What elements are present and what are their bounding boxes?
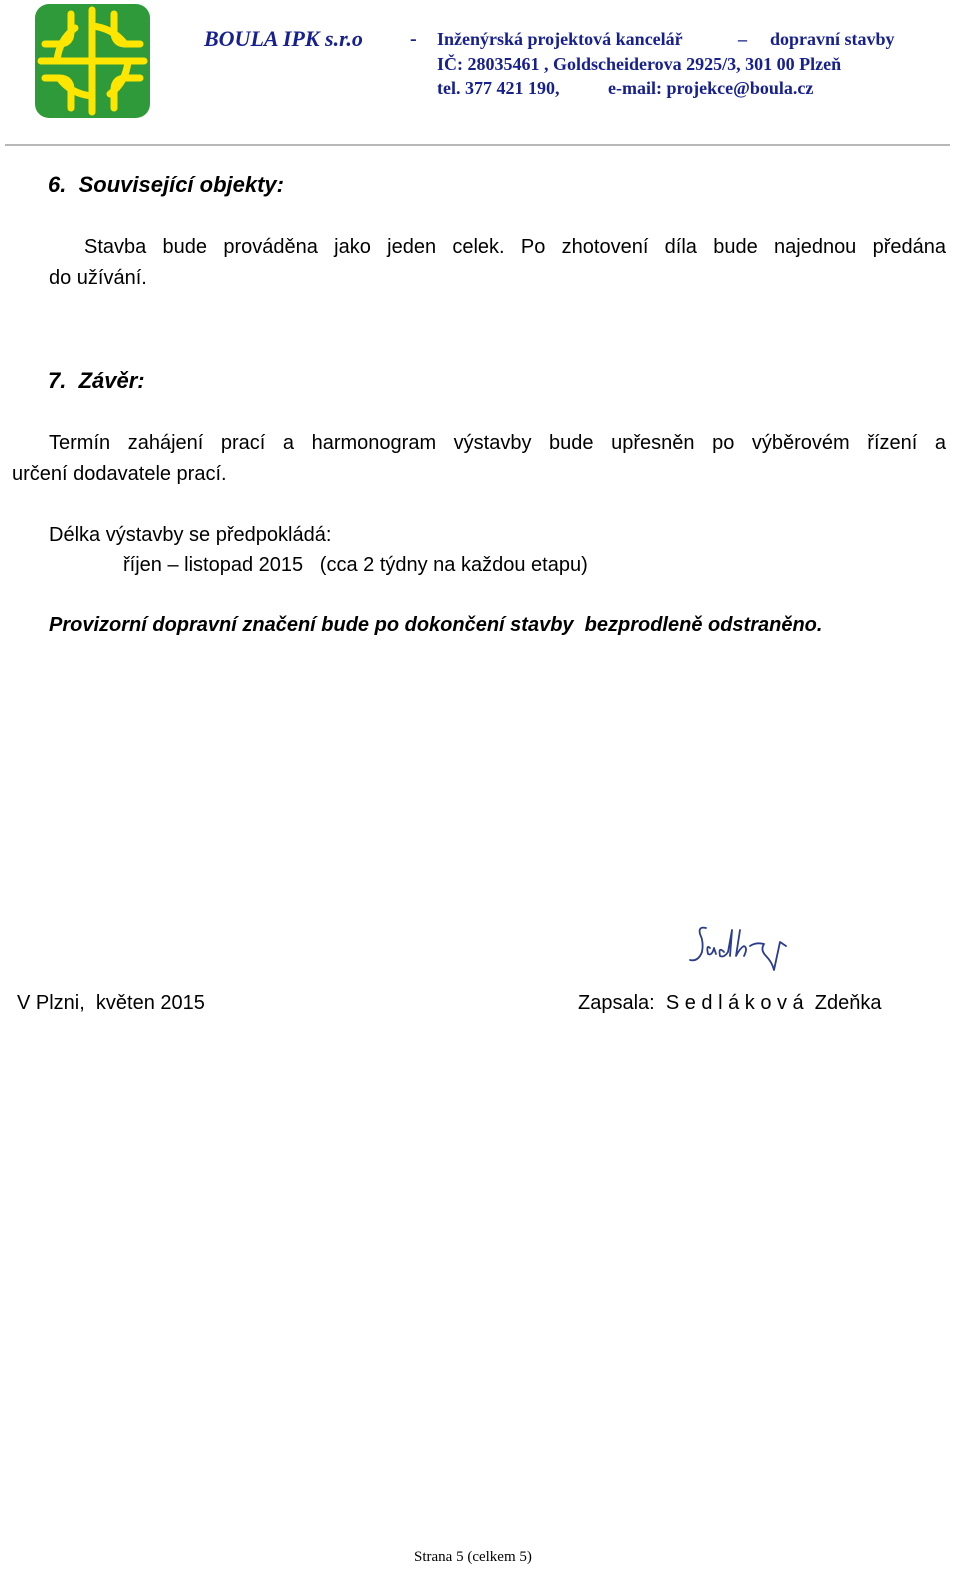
- section-6-title: Související objekty:: [78, 172, 284, 197]
- header-divider: [5, 144, 950, 146]
- header-company-name: BOULA IPK s.r.o: [204, 26, 363, 51]
- duration-label: Délka výstavby se předpokládá:: [49, 524, 332, 546]
- section-7-text-2: určení dodavatele prací.: [12, 463, 227, 485]
- header-registration: IČ: 28035461 , Goldscheiderova 2925/3, 301 00 Plzeň: [437, 54, 842, 74]
- section-7-title: Závěr:: [78, 368, 145, 393]
- section-7-text-1: Termín zahájení prací a harmonogram výstavby bude upřesněn po výběrovém řízení a: [49, 432, 946, 454]
- company-logo: [35, 4, 150, 118]
- header-email: e-mail: projekce@boula.cz: [608, 78, 814, 98]
- header-separator: –: [738, 29, 747, 49]
- section-6-number: 6.: [48, 172, 67, 197]
- header-separator: -: [410, 28, 417, 50]
- place-and-date: V Plzni, květen 2015: [17, 992, 205, 1014]
- signage-note: Provizorní dopravní značení bude po dokončení stavby bezprodleně odstraněno.: [49, 614, 823, 636]
- signature: [684, 922, 798, 980]
- duration-value: říjen – listopad 2015 (cca 2 týdny na každou etapu): [123, 554, 588, 576]
- recorded-by: Zapsala: S e d l á k o v á Zdeňka: [578, 992, 882, 1014]
- section-6-heading: [48, 172, 284, 198]
- section-6-text-1: Stavba bude prováděna jako jeden celek. Po zhotovení díla bude najednou předána: [84, 236, 946, 258]
- header-phone: tel. 377 421 190,: [437, 78, 560, 98]
- section-7-paragraph-line-1: [49, 432, 946, 455]
- page-number: Strana 5 (celkem 5): [414, 1549, 532, 1565]
- section-7-heading: [48, 368, 145, 394]
- section-7-number: 7.: [48, 368, 67, 393]
- section-6-text-2: do užívání.: [49, 267, 147, 289]
- section-6-paragraph-line-1: [84, 236, 946, 259]
- header-office-type: Inženýrská projektová kancelář: [437, 29, 683, 49]
- header-field: dopravní stavby: [770, 29, 895, 49]
